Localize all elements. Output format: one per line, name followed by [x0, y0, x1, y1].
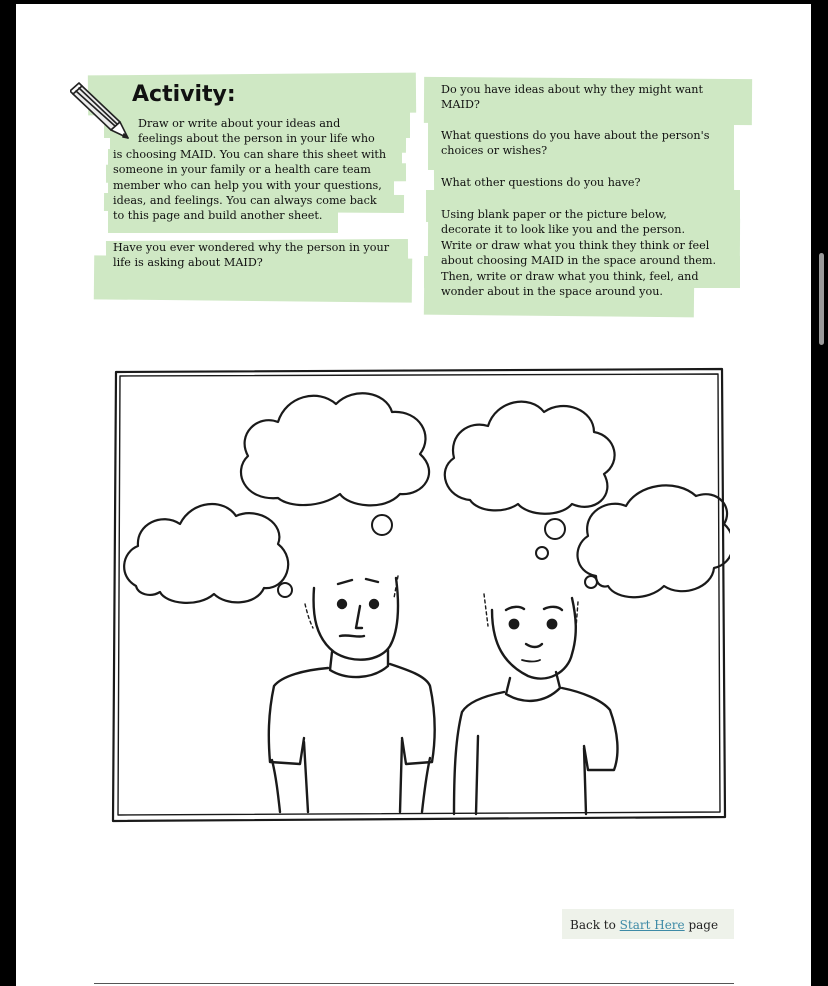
back-to-start-text — [570, 918, 718, 932]
text-line: Then, write or draw what you think, feel, and — [441, 270, 699, 283]
thought-dot — [545, 519, 565, 539]
text-line: Do you have ideas about why they might want — [441, 83, 704, 96]
back-suffix: page — [688, 918, 719, 932]
thought-cloud-top-left — [241, 393, 429, 505]
activity-title: Activity: — [132, 82, 236, 107]
text-line: What questions do you have about the person's — [441, 129, 710, 142]
text-line: decorate it to look like you and the person. — [441, 223, 686, 236]
text-line: is choosing MAID. You can share this sheet with — [113, 148, 387, 161]
text-line: feelings about the person in your life who — [138, 132, 375, 145]
thought-dot — [278, 583, 292, 597]
text-line: member who can help you with your questions, — [113, 179, 382, 192]
page-divider — [94, 983, 734, 984]
thought-dot — [536, 547, 548, 559]
illustration-frame — [113, 369, 725, 821]
text-line: Write or draw what you think they think or feel — [441, 239, 710, 252]
text-line: Draw or write about your ideas and — [138, 117, 341, 130]
back-prefix: Back to — [570, 918, 616, 932]
text-line: about choosing MAID in the space around them. — [441, 254, 717, 267]
thought-dot — [372, 515, 392, 535]
text-line: ideas, and feelings. You can always come back — [113, 194, 377, 207]
text-line: to this page and build another sheet. — [113, 209, 323, 222]
left-person — [269, 576, 435, 812]
text-line: someone in your family or a health care team — [113, 163, 371, 176]
text-line: choices or wishes? — [441, 144, 548, 157]
text-line: wonder about in the space around you. — [441, 285, 663, 298]
thought-dot — [585, 576, 597, 588]
text-line: Have you ever wondered why the person in your — [113, 241, 390, 254]
thought-cloud-mid-left — [124, 504, 288, 603]
right-person — [454, 594, 617, 814]
text-line: Using blank paper or the picture below, — [441, 208, 667, 221]
start-here-link[interactable]: Start Here — [619, 918, 685, 932]
thought-cloud-top-right — [445, 402, 615, 514]
document-page — [16, 4, 811, 986]
text-line: life is asking about MAID? — [113, 256, 263, 269]
thought-bubble-illustration — [108, 366, 730, 828]
text-line: MAID? — [441, 98, 480, 111]
text-line: What other questions do you have? — [441, 176, 641, 189]
scrollbar-thumb[interactable] — [819, 253, 824, 345]
